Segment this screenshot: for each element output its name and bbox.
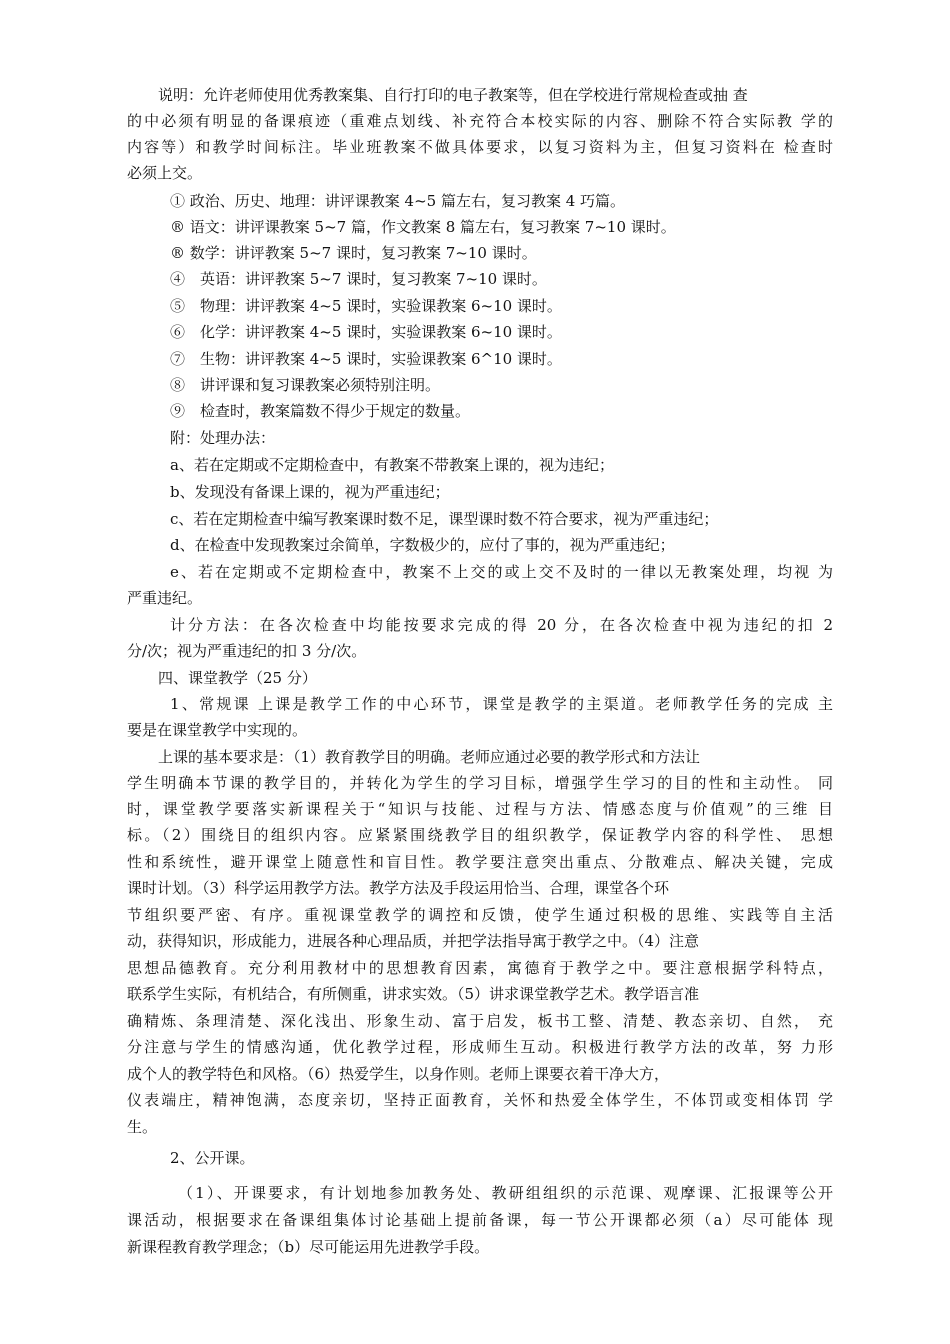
list-item: ① 政治、历史、地理：讲评课教案 4~5 篇左右，复习教案 4 巧篇。	[170, 192, 626, 210]
paragraph-line: 要是在课堂教学中实现的。	[127, 721, 308, 739]
paragraph-line: 确精炼、条理清楚、深化浅出、形象生动、富于启发，板书工整、清楚、教态亲切、自然， 充	[127, 1012, 833, 1030]
paragraph-line: 成个人的教学特色和风格。（6）热爱学生，以身作则。老师上课要衣着干净大方，	[127, 1065, 670, 1083]
list-item: ⑧ 讲评课和复习课教案必须特别注明。	[170, 376, 441, 394]
list-item: d、在检查中发现教案过余简单，字数极少的，应付了事的，视为严重违纪；	[170, 536, 675, 554]
paragraph-line: 学生明确本节课的教学目的，并转化为学生的学习目标，增强学生学习的目的性和主动性。 同	[127, 774, 833, 792]
paragraph-line: 的中必须有明显的备课痕迹（重难点划线、补充符合本校实际的内容、删除不符合实际教 学的	[127, 112, 833, 130]
paragraph-line: 课时计划。（3）科学运用教学方法。教学方法及手段运用恰当、合理，课堂各个环	[127, 879, 670, 897]
list-item: e、若在定期或不定期检查中，教案不上交的或上交不及时的一律以无教案处理，均视 为	[170, 563, 833, 581]
list-item: c、若在定期检查中编写教案课时数不足，课型课时数不符合要求，视为严重违纪；	[170, 510, 719, 528]
paragraph-line: 生。	[127, 1118, 158, 1136]
section-heading: 2、公开课。	[170, 1149, 255, 1167]
paragraph-line: 计分方法：在各次检查中均能按要求完成的得 20 分，在各次检查中视为违纪的扣 2	[170, 616, 833, 634]
list-item: ④ 英语：讲评教案 5~7 课时，复习教案 7~10 课时。	[170, 270, 547, 288]
paragraph-line: 必须上交。	[127, 164, 203, 182]
paragraph-line: 分注意与学生的情感沟通，优化教学过程，形成师生互动。积极进行教学方法的改革，努 力形	[127, 1038, 833, 1056]
paragraph-line: 上课的基本要求是：（1）教育教学目的明确。老师应通过必要的教学形式和方法让	[158, 748, 701, 766]
paragraph-line: 新课程教育教学理念；（b）尽可能运用先进教学手段。	[127, 1238, 490, 1256]
list-item: b、发现没有备课上课的，视为严重违纪；	[170, 483, 450, 501]
paragraph-line: 课活动，根据要求在备课组集体讨论基础上提前备课，每一节公开课都必须（a）尽可能体 现	[127, 1211, 833, 1229]
list-item: a、若在定期或不定期检查中，有教案不带教案上课的，视为违纪；	[170, 456, 614, 474]
paragraph-line: 性和系统性，避开课堂上随意性和盲目性。教学要注意突出重点、分散难点、解决关键，完成	[127, 853, 833, 871]
list-item: ⑦ 生物：讲评教案 4~5 课时，实验课教案 6^10 课时。	[170, 350, 562, 368]
paragraph-line: 标。（2）围绕目的组织内容。应紧紧围绕教学目的组织教学，保证教学内容的科学性、 思想	[127, 826, 833, 844]
list-item: ⑤ 物理：讲评教案 4~5 课时，实验课教案 6~10 课时。	[170, 297, 562, 315]
paragraph-line: 说明：允许老师使用优秀教案集、自行打印的电子教案等，但在学校进行常规检查或抽 查	[158, 86, 748, 104]
paragraph-line: 严重违纪。	[127, 589, 203, 607]
paragraph-line: 内容等）和教学时间标注。毕业班教案不做具体要求，以复习资料为主，但复习资料在 检查时	[127, 138, 833, 156]
list-item: ⑥ 化学：讲评教案 4~5 课时，实验课教案 6~10 课时。	[170, 323, 562, 341]
paragraph-line: 时，课堂教学要落实新课程关于“知识与技能、过程与方法、情感态度与价值观”的三维 目	[127, 800, 833, 818]
paragraph-line: 仪表端庄，精神饱满，态度亲切，坚持正面教育，关怀和热爱全体学生，不体罚或变相体罚 学	[127, 1091, 833, 1109]
paragraph-line: 分/次；视为严重违纪的扣 3 分/次。	[127, 642, 367, 660]
paragraph-line: （1）、开课要求，有计划地参加教务处、教研组组织的示范课、观摩课、汇报课等公开	[178, 1184, 833, 1202]
list-item: ® 语文：讲评课教案 5~7 篇，作文教案 8 篇左右，复习教案 7~10 课时。	[170, 218, 676, 236]
list-item: ⑨ 检查时，教案篇数不得少于规定的数量。	[170, 402, 471, 420]
section-heading: 附：处理办法：	[170, 429, 276, 447]
paragraph-line: 1、常规课 上课是教学工作的中心环节，课堂是教学的主渠道。老师教学任务的完成 主	[170, 695, 833, 713]
section-heading: 四、课堂教学（25 分）	[158, 669, 317, 687]
paragraph-line: 节组织要严密、有序。重视课堂教学的调控和反馈，使学生通过积极的思维、实践等自主活	[127, 906, 833, 924]
paragraph-line: 动，获得知识，形成能力，进展各种心理品质，并把学法指导寓于教学之中。（4）注意	[127, 932, 700, 950]
list-item: ® 数学：讲评教案 5~7 课时，复习教案 7~10 课时。	[170, 244, 537, 262]
paragraph-line: 联系学生实际，有机结合，有所侧重，讲求实效。（5）讲求课堂教学艺术。教学语言准	[127, 985, 700, 1003]
paragraph-line: 思想品德教育。充分利用教材中的思想教育因素，寓德育于教学之中。要注意根据学科特点，	[127, 959, 833, 977]
